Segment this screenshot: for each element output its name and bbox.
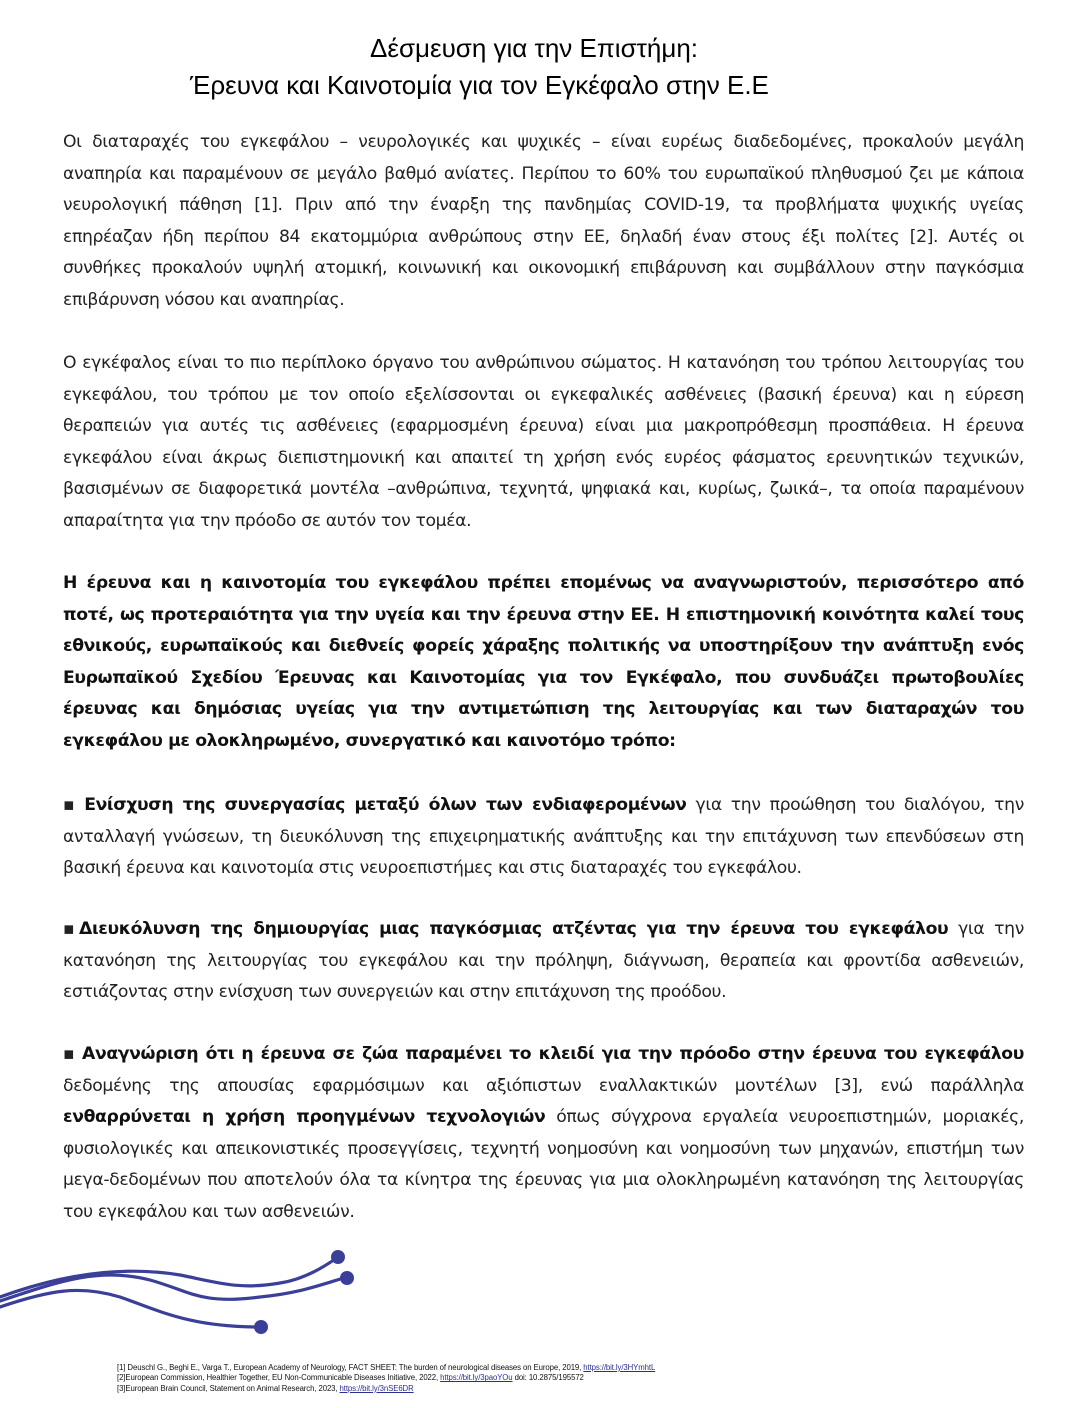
bullet-emphasis: ενθαρρύνεται η χρήση προηγμένων τεχνολογιών	[63, 1107, 546, 1127]
title-line-2: Έρευνα και Καινοτομία για τον Εγκέφαλο στην Ε.Ε	[190, 70, 769, 100]
reference-link[interactable]: https://bit.ly/3HYmhtL	[583, 1363, 656, 1372]
paragraph-intro: Οι διαταραχές του εγκεφάλου – νευρολογικές και ψυχικές – είναι ευρέως διαδεδομένες, προκαλούν μεγάλη αναπηρία και παραμένουν σε μεγάλο βαθμό ανίατες. Περίπου το 60% του ευρωπαϊκού πληθυσμού ζει με κάποια νευρολογική πάθηση [1]. Πριν από την έναρξη της πανδημίας COVID-19, τα προβλήματα ψυχικής υγείας επηρέαζαν ήδη περίπου 84 εκατομμύρια ανθρώπους στην ΕΕ, δηλαδή έναν στους έξι πολίτες [2]. Αυτές οι συνθήκες προκαλούν υψηλή ατομική, κοινωνική και οικονομική επιβάρυνση και συμβάλλουν στην παγκόσμια επιβάρυνση νόσου και αναπηρίας.	[63, 132, 1024, 310]
references	[117, 1363, 917, 1394]
bullet-text: δεδομένης της απουσίας εφαρμόσιμων και αξιόπιστων εναλλακτικών μοντέλων [3], ενώ παράλληλα	[63, 1075, 1024, 1096]
bullet-marker-icon: ▪	[63, 1044, 77, 1064]
call-to-action-text: Η έρευνα και η καινοτομία του εγκεφάλου πρέπει επομένως να αναγνωριστούν, περισσότερο από ποτέ, ως προτεραιότητα για την υγεία και την έρευνα στην ΕΕ. Η επιστημονική κοινότητα καλεί τους εθνικούς, ευρωπαϊκούς και διεθνείς φορείς χάραξης πολιτικής να υποστηρίξουν την ανάπτυξη ενός Ευρωπαϊκού Σχεδίου Έρευνας και Καινοτομίας για τον Εγκέφαλο, που συνδυάζει πρωτοβουλίες έρευνας και δημόσιας υγείας για την αντιμετώπιση της λειτουργίας και των διαταραχών του εγκεφάλου με ολοκληρωμένο, συνεργατικό και καινοτόμο τρόπο:	[63, 573, 1024, 751]
bullet-item	[63, 914, 1024, 1009]
bullet-heading: Διευκόλυνση της δημιουργίας μιας παγκόσμιας ατζέντας για την έρευνα του εγκεφάλου	[79, 919, 949, 939]
paragraph-call-to-action	[63, 568, 1024, 757]
reference-item	[117, 1384, 917, 1394]
reference-item	[117, 1373, 917, 1383]
bullet-marker-icon: ▪	[63, 795, 79, 815]
reference-text: [1] Deuschl G., Beghi E., Varga T., European Academy of Neurology, FACT SHEET: The burden of neurological diseases on Europe, 2019,	[117, 1363, 584, 1372]
wave-dot-2	[340, 1271, 354, 1285]
reference-suffix: doi: 10.2875/195572	[512, 1373, 584, 1383]
reference-link[interactable]: https://bit.ly/3paoYOu	[440, 1373, 513, 1383]
bullet-text: για την κατανόηση της λειτουργίας του εγκεφάλου και την πρόληψη, διάγνωση, θεραπεία και φροντίδα ασθενειών, εστιάζοντας στην ενίσχυση των συνεργειών και στην επιτάχυνση της προόδου.	[63, 919, 1024, 1002]
bullet-item	[63, 790, 1024, 885]
reference-text: [2]European Commission, Healthier Together, EU Non-Communicable Diseases Initiative, 2022,	[117, 1373, 441, 1383]
bullet-text: για την προώθηση του διαλόγου, την ανταλλαγή γνώσεων, τη διευκόλυνση της επιχειρηματικής ανάπτυξης και την επιτάχυνση των επενδύσεων στη βασική έρευνα και καινοτομία στις νευροεπιστήμες και στις διαταραχές του εγκεφάλου.	[63, 795, 1024, 878]
wave-dot-3	[254, 1320, 268, 1334]
wave-line-1	[0, 1257, 338, 1297]
bullet-heading: Αναγνώριση ότι η έρευνα σε ζώα παραμένει το κλειδί για την πρόοδο στην έρευνα του εγκεφάλου	[82, 1044, 1024, 1064]
decorative-wave-icon	[0, 1235, 380, 1335]
wave-line-3	[0, 1290, 260, 1327]
page-title	[0, 30, 1088, 104]
reference-item	[117, 1363, 917, 1373]
reference-link[interactable]: https://bit.ly/3nSE6DR	[339, 1383, 414, 1393]
paragraph-brain: Ο εγκέφαλος είναι το πιο περίπλοκο όργανο του ανθρώπινου σώματος. Η κατανόηση του τρόπου λειτουργίας του εγκεφάλου, του τρόπου με τον οποίο εξελίσσονται οι εγκεφαλικές ασθένειες (βασική έρευνα) και η εύρεση θεραπειών για αυτές τις ασθένειες (εφαρμοσμένη έρευνα) είναι μια μακροπρόθεσμη προσπάθεια. Η έρευνα εγκεφάλου είναι άκρως διεπιστημονική και απαιτεί τη χρήση ενός ευρέος φάσματος ερευνητικών τεχνικών, βασισμένων σε διαφορετικά μοντέλα –ανθρώπινα, τεχνητά, ψηφιακά και, κυρίως, ζωικά–, τα οποία παραμένουν απαραίτητα για την πρόοδο σε αυτόν τον τομέα.	[63, 353, 1024, 531]
bullet-marker-icon: ▪	[63, 919, 79, 939]
bullet-item	[63, 1039, 1024, 1228]
title-line-1: Δέσμευση για την Επιστήμη:	[370, 33, 699, 63]
bullet-text-continued: όπως σύγχρονα εργαλεία νευροεπιστημών, μοριακές, φυσιολογικές και απεικονιστικές προσεγγίσεις, τεχνητή νοημοσύνη και νοημοσύνη των μηχανών, επιστήμη των μεγα-δεδομένων που αποτελούν όλα τα κίνητρα της έρευνας για μια ολοκληρωμένη κατανόηση της λειτουργίας του εγκεφάλου και των ασθενειών.	[63, 1107, 1024, 1222]
bullet-heading: Ενίσχυση της συνεργασίας μεταξύ όλων των ενδιαφερομένων	[84, 795, 687, 815]
wave-dot-1	[331, 1250, 345, 1264]
reference-text: [3]European Brain Council, Statement on Animal Research, 2023,	[117, 1383, 340, 1393]
